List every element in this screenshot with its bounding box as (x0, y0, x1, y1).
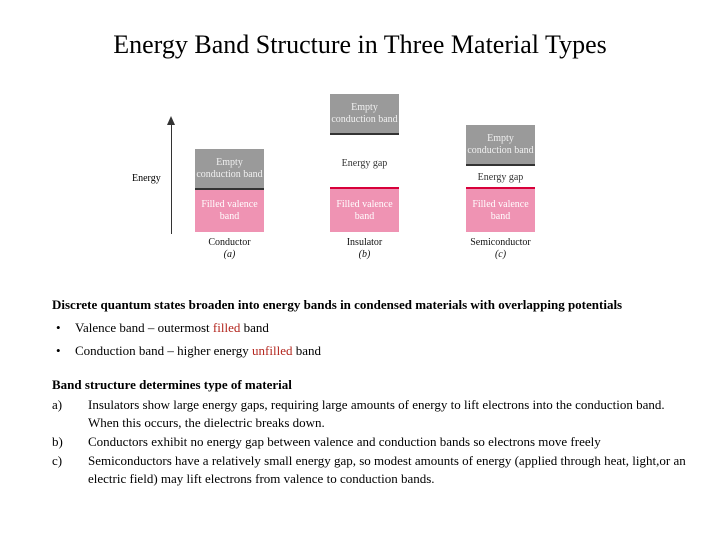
semiconductor-material-label: Semiconductor (470, 237, 531, 248)
section2-heading: Band structure determines type of material (52, 377, 292, 392)
bullet-text-after: band (240, 320, 269, 335)
list-text: Conductors exhibit no energy gap between valence and conduction bands so electrons move freely (88, 434, 601, 449)
insulator-caption (330, 237, 399, 261)
conductor-letter: (a) (223, 249, 236, 260)
bullet-text (75, 343, 321, 359)
list-marker: b) (52, 434, 63, 449)
energy-axis-label: Energy (132, 173, 161, 184)
bullet-text-after: band (292, 343, 321, 358)
semiconductor-conduction-band: Empty conduction band (466, 125, 535, 165)
conductor-caption (195, 237, 264, 261)
bullet-marker: • (56, 343, 61, 358)
bullet-text-before: Valence band – outermost (75, 320, 213, 335)
bullet-marker: • (56, 320, 61, 335)
list-text: Insulators show large energy gaps, requiring large amounts of energy to lift electrons into the conduction band. When this occurs, the dielectric breaks down. (88, 397, 665, 430)
semiconductor-energy-gap-label: Energy gap (477, 172, 524, 183)
energy-axis (171, 124, 172, 234)
bullet-text (75, 320, 269, 336)
list-marker: c) (52, 453, 63, 468)
insulator-energy-gap-label: Energy gap (341, 158, 388, 169)
insulator-material-label: Insulator (346, 237, 383, 248)
conductor-conduction-band: Empty conduction band (195, 149, 264, 189)
list-marker: a) (52, 397, 63, 412)
bullet-highlight: filled (212, 320, 241, 335)
insulator-letter: (b) (358, 249, 371, 260)
conductor-valence-band: Filled valence band (195, 190, 264, 232)
conductor-material-label: Conductor (208, 237, 251, 248)
bullet-highlight: unfilled (252, 343, 293, 358)
insulator-valence-band: Filled valence band (330, 189, 399, 232)
semiconductor-letter: (c) (494, 249, 507, 260)
semiconductor-valence-band: Filled valence band (466, 189, 535, 232)
bullet-text-before: Conduction band – higher energy (75, 343, 253, 358)
list-text: Semiconductors have a relatively small energy gap, so modest amounts of energy (applied through heat, light,or an electric field) may lift electrons from valence to conduction bands. (88, 453, 686, 486)
section1-heading: Discrete quantum states broaden into energy bands in condensed materials with overlapping potentials (52, 297, 623, 312)
semiconductor-conduction-edge (466, 164, 535, 166)
slide-title: Energy Band Structure in Three Material Types (113, 30, 607, 59)
insulator-conduction-band: Empty conduction band (330, 94, 399, 134)
insulator-conduction-edge (330, 133, 399, 135)
semiconductor-caption (466, 237, 535, 261)
